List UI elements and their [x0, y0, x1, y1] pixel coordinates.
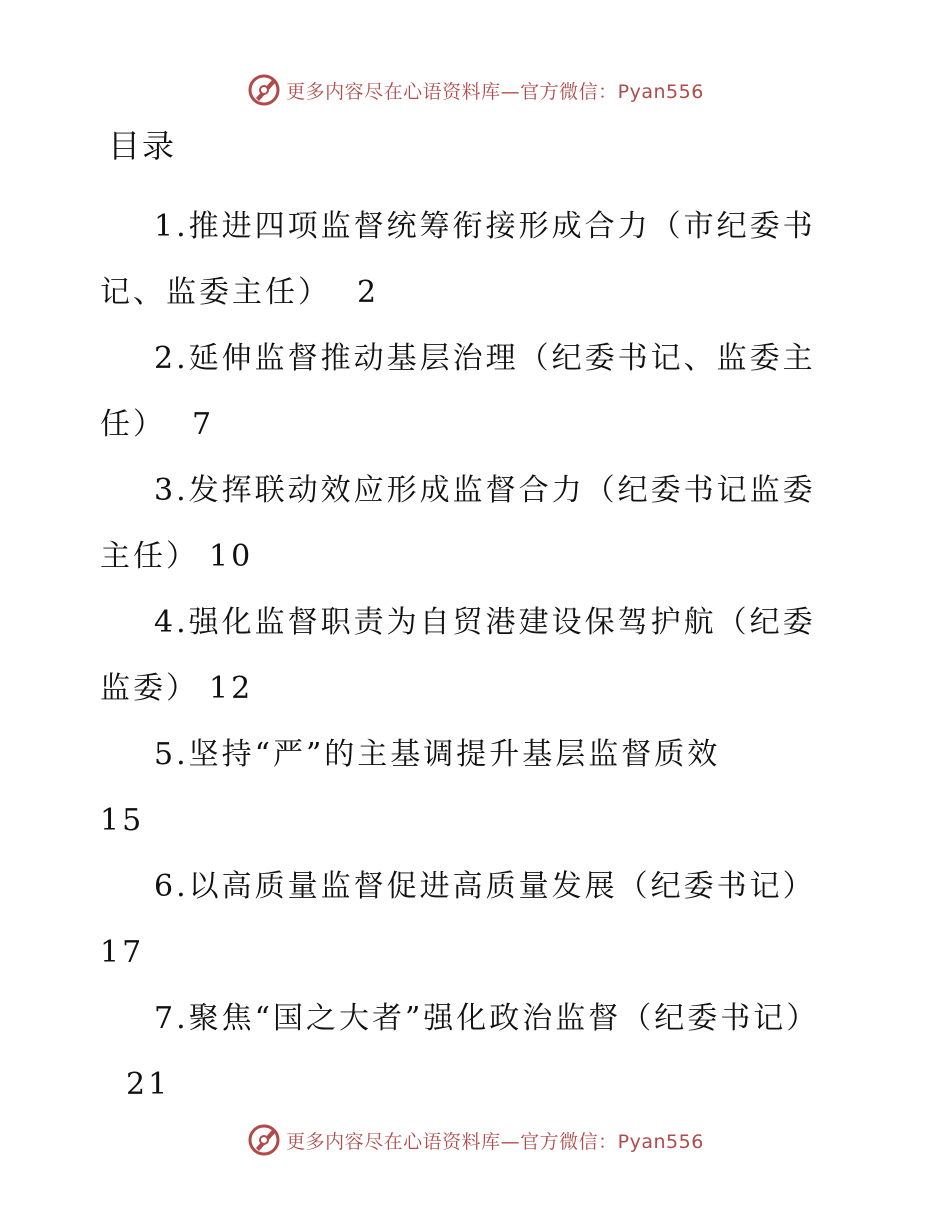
toc-item-title: 2.延伸监督推动基层治理（纪委书记、监委主任）	[100, 341, 816, 442]
toc-item-title: 4.强化监督职责为自贸港建设保驾护航（纪委监委）	[100, 605, 816, 706]
toc-heading: 目录	[108, 127, 177, 165]
toc-item-title: 7.聚焦“国之大者”强化政治监督（纪委书记）	[154, 1001, 820, 1036]
toc-item-1[interactable]	[100, 194, 840, 326]
pen-logo-icon	[246, 72, 282, 108]
toc-item-5[interactable]	[100, 722, 840, 854]
toc-item-page: 15	[100, 803, 145, 838]
toc-item-2[interactable]	[100, 326, 840, 458]
toc-item-page: 7	[192, 407, 215, 442]
toc-item-3[interactable]	[100, 458, 840, 590]
toc-item-4[interactable]	[100, 590, 840, 722]
toc-item-page: 12	[209, 671, 254, 706]
toc-item-6[interactable]	[100, 854, 840, 986]
toc-item-title: 6.以高质量监督促进高质量发展（纪委书记）	[154, 869, 816, 904]
table-of-contents	[100, 194, 840, 1118]
banner-text: 更多内容尽在心语资料库—官方微信：Pyan556	[286, 80, 704, 103]
toc-item-page: 2	[357, 275, 380, 310]
footer-banner	[0, 1118, 950, 1162]
header-banner	[0, 68, 950, 112]
toc-item-title: 5.坚持“严”的主基调提升基层监督质效	[154, 737, 721, 772]
toc-item-page: 21	[126, 1067, 171, 1102]
toc-item-title: 1.推进四项监督统筹衔接形成合力（市纪委书记、监委主任）	[100, 209, 816, 310]
toc-item-page: 10	[209, 539, 254, 574]
toc-item-title: 3.发挥联动效应形成监督合力（纪委书记监委主任）	[100, 473, 816, 574]
toc-item-7[interactable]	[100, 986, 840, 1118]
toc-item-page: 17	[100, 935, 145, 970]
pen-logo-icon	[246, 1122, 282, 1158]
banner-text: 更多内容尽在心语资料库—官方微信：Pyan556	[286, 1130, 704, 1153]
